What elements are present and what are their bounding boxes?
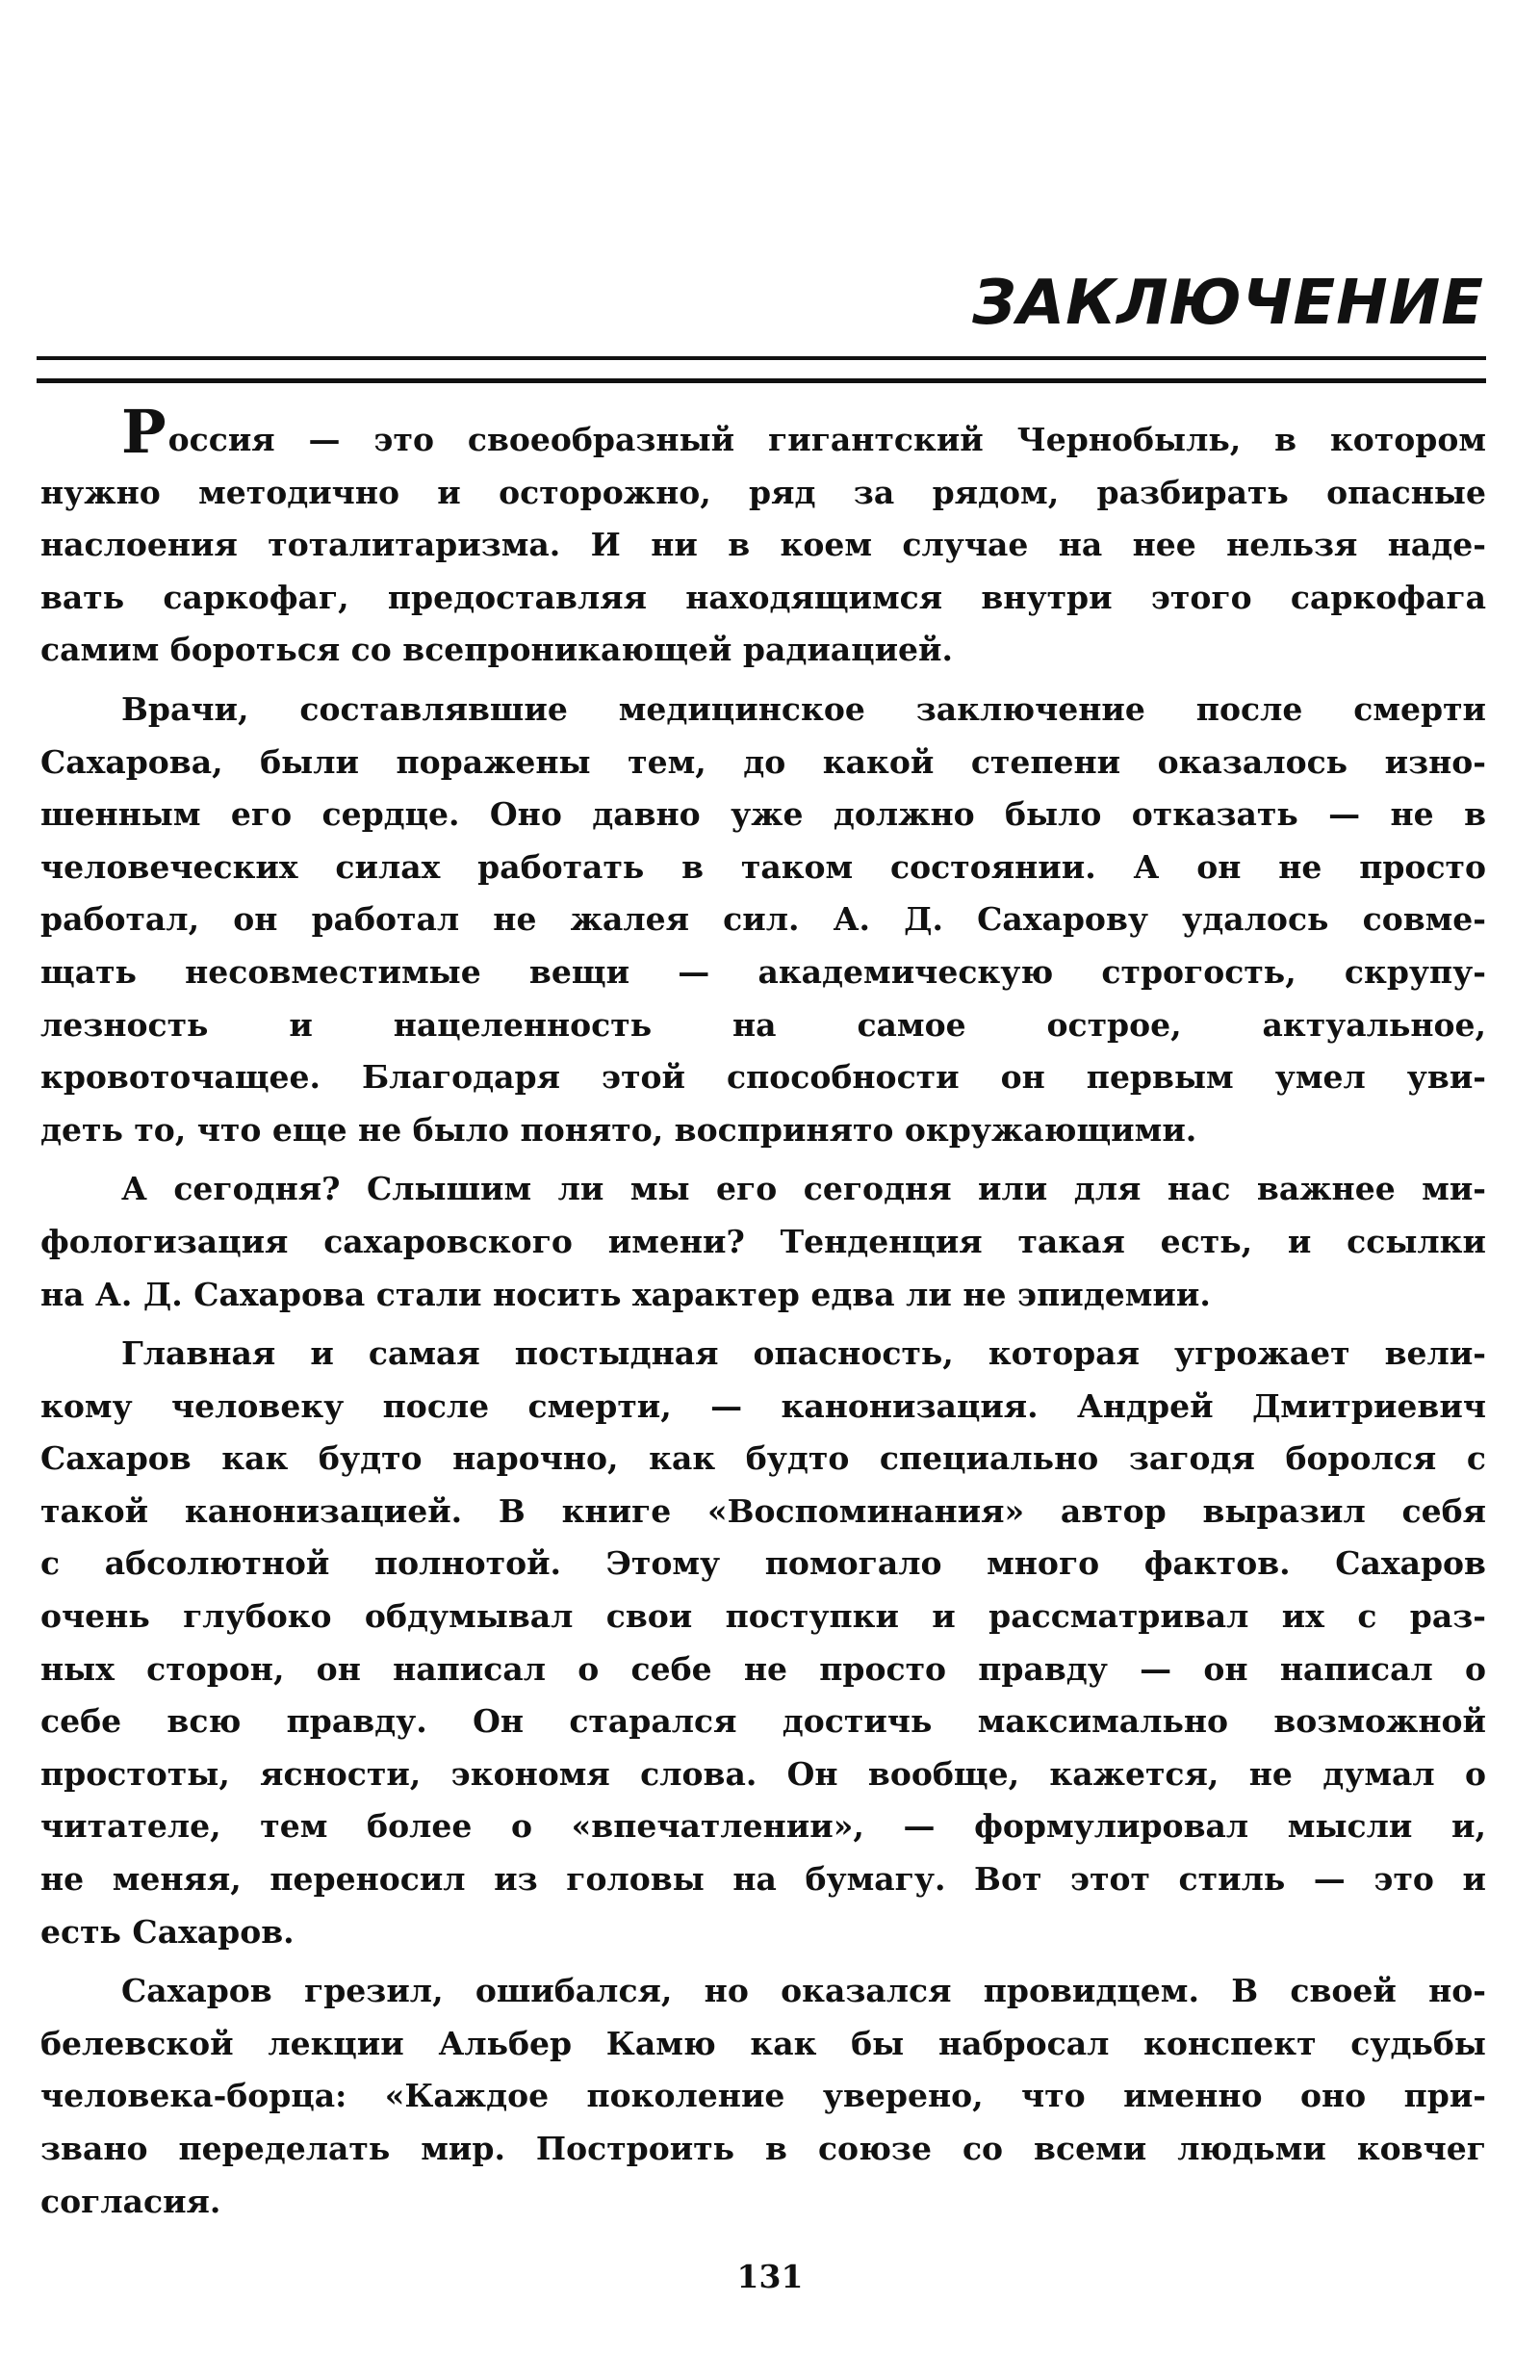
text-line (40, 1800, 1486, 1853)
text-line (40, 2070, 1486, 2123)
line-text: нужно методично и осторожно, ряд за рядом, разбирать опасные (40, 473, 1486, 511)
text-line (40, 397, 1486, 467)
line-text: Сахаров грезил, ошибался, но оказался провидцем. В своей но- (121, 1972, 1486, 2010)
line-text: шенным его сердце. Оно давно уже должно было отказать — не в (40, 795, 1486, 834)
text-line (40, 467, 1486, 520)
line-text: самим бороться со всепроникающей радиацией. (40, 631, 954, 669)
line-text: щать несовместимые вещи — академическую строгость, скрупу- (40, 952, 1486, 991)
paragraph (40, 1163, 1486, 1321)
text-line (40, 1269, 1486, 1322)
line-text: оссия — это своеобразный гигантский Чернобыль, в котором (167, 421, 1486, 458)
text-line (40, 893, 1486, 946)
text-line (40, 624, 1486, 677)
line-text: на А. Д. Сахарова стали носить характер едва ли не эпидемии. (40, 1275, 1211, 1313)
paragraph (40, 1328, 1486, 1958)
text-line (40, 946, 1486, 999)
line-text: работал, он работал не жалея сил. А. Д. Сахарову удалось совме- (40, 900, 1486, 939)
text-line (40, 999, 1486, 1052)
text-line (40, 2018, 1486, 2071)
line-text: ных сторон, он написал о себе не просто правду — он написал о (40, 1649, 1486, 1688)
line-text: себе всю правду. Он старался достичь максимально возможной (40, 1702, 1486, 1741)
line-text: кровоточащее. Благодаря этой способности он первым умел уви- (40, 1058, 1486, 1097)
text-line (40, 1486, 1486, 1539)
line-text: Главная и самая постыдная опасность, которая угрожает вели- (121, 1334, 1486, 1373)
heading-rule-bottom (37, 378, 1486, 383)
text-line (40, 1328, 1486, 1381)
text-line (40, 2123, 1486, 2176)
text-line (40, 1748, 1486, 1801)
paragraph (40, 1965, 1486, 2228)
line-text: фологизация сахаровского имени? Тенденция такая есть, и ссылки (40, 1222, 1486, 1260)
text-line (40, 1104, 1486, 1157)
line-text: очень глубоко обдумывал свои поступки и рассматривал их с раз- (40, 1597, 1486, 1636)
paragraph (40, 397, 1486, 677)
line-text: кому человеку после смерти, — канонизация. Андрей Дмитриевич (40, 1386, 1486, 1425)
line-text: не меняя, переносил из головы на бумагу. Вот этот стиль — это и (40, 1860, 1486, 1899)
page-number: 131 (736, 2258, 804, 2295)
text-line (40, 1051, 1486, 1104)
line-text: наслоения тоталитаризма. И ни в коем случае на нее нельзя наде- (40, 526, 1486, 564)
text-line (40, 789, 1486, 841)
line-text: такой канонизацией. В книге «Воспоминания» автор выразил себя (40, 1491, 1486, 1530)
line-text: согласия. (40, 2182, 221, 2220)
line-text: звано переделать мир. Построить в союзе со всеми людьми ковчег (40, 2130, 1486, 2167)
heading-rule-top (37, 356, 1486, 360)
drop-cap: Р (121, 397, 167, 467)
line-text: с абсолютной полнотой. Этому помогало много фактов. Сахаров (40, 1544, 1486, 1583)
text-line (40, 572, 1486, 625)
text-line (40, 1381, 1486, 1434)
text-line (40, 1591, 1486, 1643)
line-text: Сахарова, были поражены тем, до какой степени оказалось изно- (40, 742, 1486, 781)
text-line (40, 1216, 1486, 1269)
text-line (40, 1853, 1486, 1906)
line-text: Врачи, составлявшие медицинское заключение после смерти (121, 689, 1486, 728)
text-line (40, 1538, 1486, 1591)
text-line (40, 737, 1486, 789)
text-line (40, 1906, 1486, 1959)
line-text: А сегодня? Слышим ли мы его сегодня или для нас важнее ми- (121, 1170, 1486, 1208)
line-text: белевской лекции Альбер Камю как бы набросал конспект судьбы (40, 2024, 1486, 2062)
text-line (40, 1965, 1486, 2018)
text-line (40, 519, 1486, 572)
paragraph (40, 684, 1486, 1156)
text-line (40, 684, 1486, 737)
line-text: человеческих силах работать в таком состоянии. А он не просто (40, 847, 1486, 886)
line-text: Сахаров как будто нарочно, как будто специально загодя боролся с (40, 1439, 1486, 1478)
line-text: простоты, ясности, экономя слова. Он вообще, кажется, не думал о (40, 1754, 1486, 1793)
line-text: есть Сахаров. (40, 1912, 295, 1951)
line-text: человека-борца: «Каждое поколение уверено, что именно оно при- (40, 2077, 1486, 2115)
chapter-heading: ЗАКЛЮЧЕНИЕ (972, 268, 1484, 339)
line-text: лезность и нацеленность на самое острое, актуальное, (40, 1005, 1486, 1044)
line-text: читателе, тем более о «впечатлении», — формулировал мысли и, (40, 1807, 1486, 1846)
text-line (40, 1433, 1486, 1486)
text-line (40, 1163, 1486, 1216)
text-line (40, 1643, 1486, 1696)
line-text: вать саркофаг, предоставляя находящимся внутри этого саркофага (40, 578, 1486, 616)
text-line (40, 841, 1486, 894)
line-text: деть то, что еще не было понято, воспринято окружающими. (40, 1110, 1197, 1149)
text-line (40, 1695, 1486, 1748)
body-text (40, 397, 1486, 2228)
text-line (40, 2176, 1486, 2229)
